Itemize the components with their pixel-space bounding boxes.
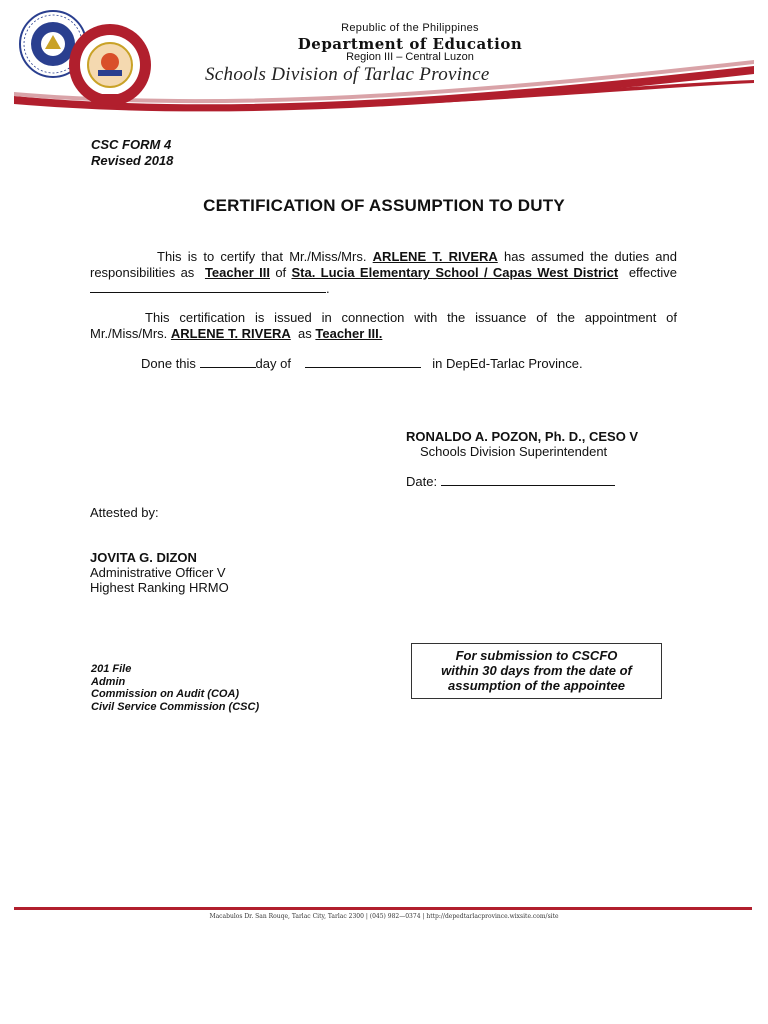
footer-rule	[14, 907, 752, 910]
assumed-text: has assumed the duties and responsibilities as	[90, 249, 677, 280]
division-seal-icon	[58, 22, 162, 108]
furnish-item: 201 File	[91, 663, 132, 675]
station-name: Sta. Lucia Elementary School / Capas West District	[291, 265, 619, 280]
appointee-name: ARLENE T. RIVERA	[372, 249, 498, 264]
position-title: Teacher III	[204, 265, 270, 280]
effective-date-blank[interactable]	[90, 281, 326, 293]
done-this-line	[141, 356, 583, 371]
position-title-2: Teacher III.	[315, 326, 383, 341]
done-this-text: Done this	[141, 356, 196, 371]
month-blank[interactable]	[305, 356, 421, 368]
in-place-text: in DepEd-Tarlac Province.	[432, 356, 583, 371]
republic-line: Republic of the Philippines	[341, 22, 479, 34]
form-revision: Revised 2018	[91, 153, 174, 168]
attested-name: JOVITA G. DIZON	[90, 550, 197, 565]
day-blank[interactable]	[200, 356, 256, 368]
appointee-name-2: ARLENE T. RIVERA	[170, 326, 291, 341]
furnish-list	[91, 663, 259, 713]
submission-note-line-1: For submission to CSCFO	[455, 648, 618, 663]
signatory-name: RONALDO A. POZON, Ph. D., CESO V	[406, 429, 639, 444]
date-line	[406, 474, 615, 489]
signatory-title: Schools Division Superintendent	[420, 444, 608, 459]
furnish-item: Commission on Audit (COA)	[91, 688, 240, 700]
attested-title-1: Administrative Officer V	[90, 565, 226, 580]
submission-note-line-3: assumption of the appointee	[448, 678, 625, 693]
division-name: Schools Division of Tarlac Province	[205, 64, 490, 85]
region-line: Region III – Central Luzon	[346, 51, 474, 63]
furnish-item: Civil Service Commission (CSC)	[91, 700, 260, 713]
as-text: as	[298, 326, 312, 341]
form-code: CSC FORM 4	[91, 137, 172, 152]
date-blank[interactable]	[441, 474, 615, 486]
of-text: of	[275, 265, 287, 280]
certify-text: This is to certify that Mr./Miss/Mrs.	[157, 249, 367, 264]
attested-label: Attested by:	[90, 505, 159, 520]
attested-title-2: Highest Ranking HRMO	[90, 580, 229, 595]
day-of-text: day of	[255, 356, 291, 371]
date-label: Date:	[406, 474, 438, 489]
department-name: Department of Education	[297, 35, 523, 53]
paragraph-issuance	[90, 310, 677, 342]
submission-note-box	[411, 643, 662, 699]
document-title: CERTIFICATION OF ASSUMPTION TO DUTY	[203, 196, 565, 215]
paragraph-certify: This is to certify that Mr./Miss/Mrs. ARLENE T. RIVERA has assumed the duties and responsibilities as Teacher III of Sta. Lucia Elementary School / Capas West District effective .	[90, 249, 677, 296]
furnish-item: Admin	[91, 675, 126, 688]
submission-note-line-2: within 30 days from the date of	[441, 663, 632, 678]
issuance-text: This certification is issued in connection with the issuance of the appointment of Mr./Miss/Mrs.	[90, 310, 677, 341]
footer-address: Macabulos Dr. San Rouqe, Tarlac City, Tarlac 2300 | (045) 982—0374 | http://depedtarlacprovince.wixsite.com/site	[209, 913, 559, 920]
effective-text: effective	[628, 265, 677, 280]
